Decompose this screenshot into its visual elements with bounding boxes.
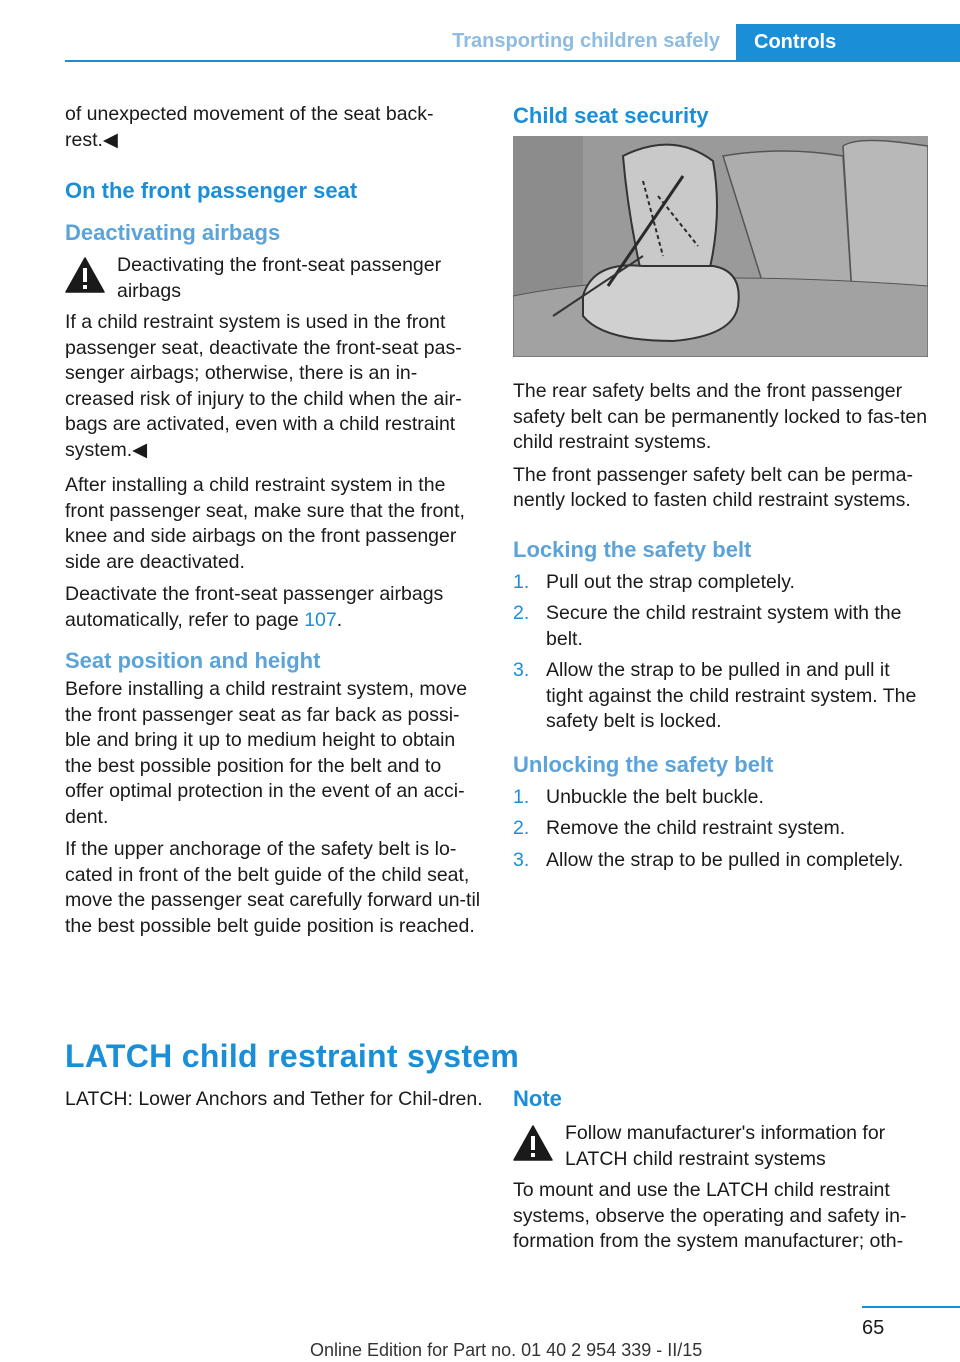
paragraph: The front passenger safety belt can be perma‐nently locked to fasten child restraint systems. — [513, 463, 913, 511]
list-item — [513, 785, 931, 811]
paragraph: LATCH: Lower Anchors and Tether for Chil‐dren. — [65, 1088, 483, 1110]
heading-locking-safety-belt: Locking the safety belt — [513, 536, 752, 562]
warning-text: Deactivating the front-seat passenger airbags — [117, 254, 442, 302]
unlocking-steps-list — [513, 785, 931, 874]
paragraph: If the upper anchorage of the safety belt is lo‐cated in front of the belt guide of the child seat, move the passenger seat carefully forward un‐til the best possible belt guide position is reached. — [65, 838, 481, 937]
list-text: Remove the child restraint system. — [546, 817, 846, 839]
latch-left-column — [65, 1087, 483, 1120]
heading-note: Note — [513, 1086, 562, 1111]
right-column — [513, 102, 931, 879]
list-text: Pull out the strap completely. — [546, 570, 795, 593]
page-number: 65 — [862, 1317, 885, 1339]
warning-block — [65, 253, 483, 304]
child-seat-illustration — [513, 136, 928, 357]
header-rule — [65, 60, 960, 62]
warning-block — [513, 1121, 931, 1172]
latch-right-column — [513, 1085, 931, 1262]
header-chapter-tab: Controls — [736, 24, 960, 62]
list-item — [513, 601, 931, 652]
list-text: Secure the child restraint system with the belt. — [546, 602, 902, 650]
left-column — [65, 102, 483, 946]
paragraph: After installing a child restraint system in the front passenger seat, make sure that the front, knee and side airbags on the front passenger side are deactivated. — [65, 474, 465, 573]
edition-info: Online Edition for Part no. 01 40 2 954 339 - II/15 — [310, 1340, 703, 1360]
paragraph: The rear safety belts and the front passenger safety belt can be permanently locked to fas‐ten child restraint systems. — [513, 380, 928, 453]
heading-deactivating-airbags: Deactivating airbags — [65, 220, 281, 245]
list-number: 3. — [513, 659, 530, 681]
warning-triangle-icon — [513, 1125, 553, 1161]
list-number: 1. — [513, 785, 530, 808]
heading-unlocking-safety-belt: Unlocking the safety belt — [513, 751, 774, 777]
heading-child-seat-security: Child seat security — [513, 103, 709, 128]
list-item — [513, 570, 931, 596]
warning-triangle-icon — [65, 257, 105, 293]
list-text: Allow the strap to be pulled in and pull it tight against the child restraint system. The safety belt is locked. — [546, 659, 917, 732]
paragraph: of unexpected movement of the seat back‐rest.◀ — [65, 103, 434, 151]
paragraph — [65, 582, 483, 633]
list-number: 2. — [513, 602, 530, 624]
list-number: 1. — [513, 570, 530, 593]
header-section-title: Transporting children safely — [452, 30, 720, 52]
paragraph: If a child restraint system is used in the front passenger seat, deactivate the front-seat pas‐senger airbags; otherwise, there is an in‐creased risk of injury to the child when the air‐bags are activated, even with a child restraint system.◀ — [65, 311, 462, 461]
list-text: Unbuckle the belt buckle. — [546, 785, 764, 808]
heading-front-passenger-seat: On the front passenger seat — [65, 178, 358, 203]
locking-steps-list — [513, 570, 931, 735]
paragraph: Before installing a child restraint system, move the front passenger seat as far back as possi‐ble and bring it up to medium height to obtain the best possible position for the belt and to offer optimal protection in the event of an acci‐dent. — [65, 678, 468, 828]
heading-latch-child-restraint-system: LATCH child restraint system — [65, 1038, 520, 1074]
paragraph-text: Deactivate the front-seat passenger airbags automatically, refer to page — [65, 583, 444, 631]
footer-rule — [862, 1306, 960, 1308]
warning-text: Follow manufacturer's information for LATCH child restraint systems — [565, 1122, 886, 1170]
list-number: 2. — [513, 817, 530, 839]
list-item — [513, 816, 931, 842]
list-item — [513, 848, 931, 874]
list-text: Allow the strap to be pulled in completely. — [546, 848, 904, 871]
heading-seat-position: Seat position and height — [65, 648, 321, 673]
list-number: 3. — [513, 848, 530, 871]
paragraph-text: . — [336, 608, 343, 631]
list-item — [513, 658, 931, 735]
page-link-107[interactable]: 107 — [304, 608, 337, 631]
paragraph: To mount and use the LATCH child restraint systems, observe the operating and safety in‐formation from the system manufacturer; oth‐ — [513, 1179, 907, 1252]
